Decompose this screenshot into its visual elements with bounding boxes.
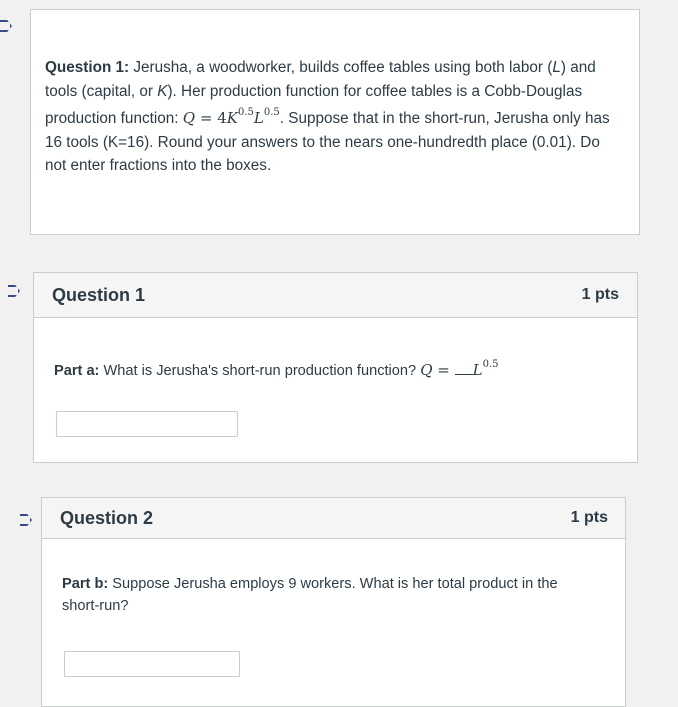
part-label: Part b: <box>62 576 109 592</box>
intro-text-2: ) and tools (capital, or <box>45 59 596 100</box>
question-card-2 <box>41 497 626 707</box>
production-formula: $Q = 4K^{0.5}L^{0.5}$ <box>182 107 280 127</box>
part-a-text <box>54 356 614 382</box>
question-title: Question 1 <box>52 284 146 305</box>
flag-icon[interactable] <box>0 20 12 32</box>
question-header <box>34 273 637 318</box>
flag-icon[interactable] <box>20 514 32 526</box>
question-header <box>42 498 625 539</box>
intro-text-1: Jerusha, a woodworker, builds coffee tables using both labor ( <box>133 59 553 76</box>
question-points: 1 pts <box>581 286 619 303</box>
short-run-formula: $Q = L^{0.5}$ <box>420 359 499 379</box>
capital-var: K <box>157 82 168 100</box>
intro-text <box>45 56 625 178</box>
part-text: What is Jerusha's short-run production function? <box>103 363 417 379</box>
intro-text-4: . Suppose that in the short-run, Jerusha only has 16 tools (K=16). Round your answers to the nears one-hundredth place (0.01). Do not enter fractions into the boxes. <box>45 110 610 174</box>
intro-text-3: ). Her production function for coffee tables is a Cobb-Douglas production function: <box>45 82 583 127</box>
part-text: Suppose Jerusha employs 9 workers. What is her total product in the short-run? <box>62 576 558 614</box>
part-b-text <box>62 573 592 617</box>
intro-text-block <box>30 9 640 235</box>
question-title: Question 2 <box>60 507 154 528</box>
answer-input[interactable] <box>64 651 240 677</box>
intro-label: Question 1: <box>45 59 130 76</box>
question-points: 1 pts <box>570 509 608 526</box>
question-card-1 <box>33 272 638 463</box>
flag-icon[interactable] <box>8 285 20 297</box>
part-label: Part a: <box>54 363 100 379</box>
labor-var: L <box>552 59 561 76</box>
answer-input[interactable] <box>56 411 238 437</box>
